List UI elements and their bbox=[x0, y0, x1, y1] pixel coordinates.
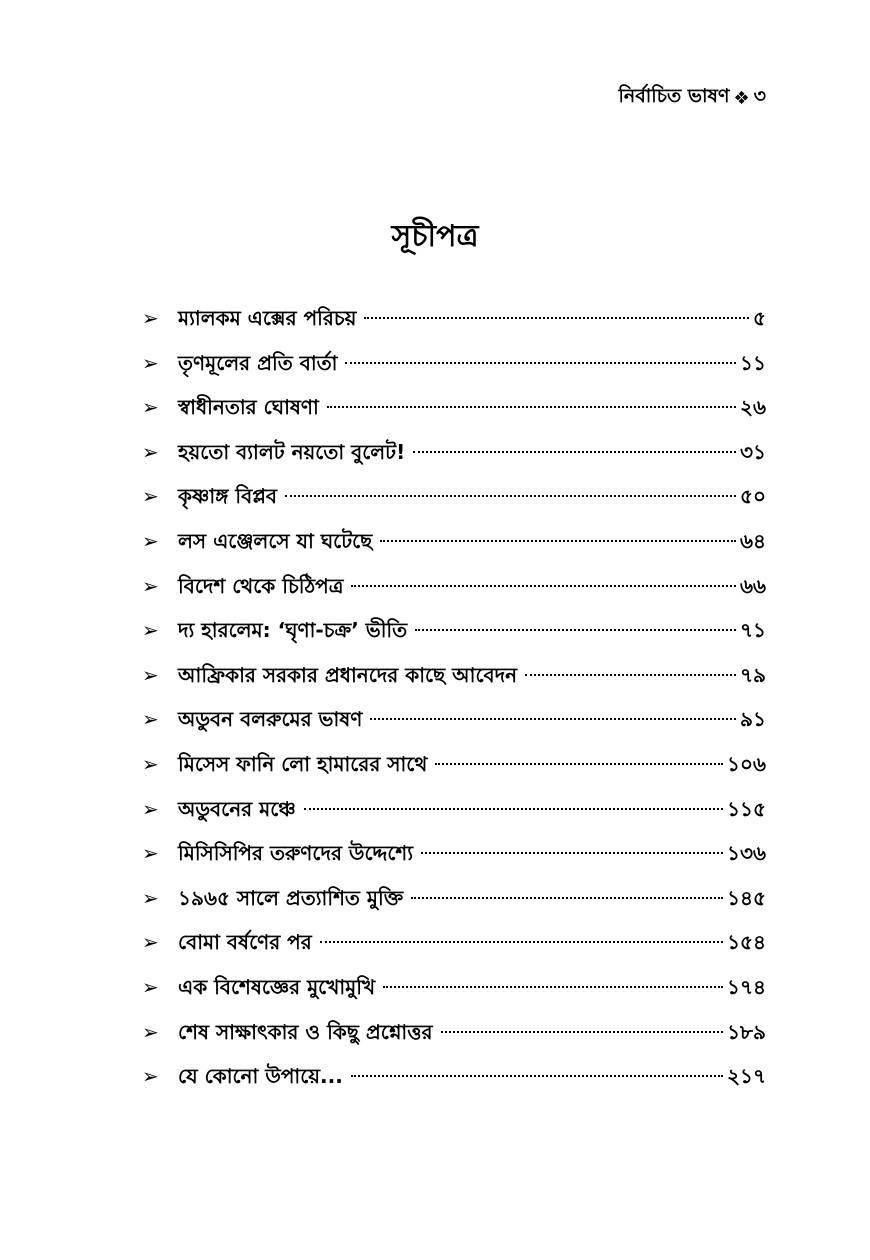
diamond-ornament-icon: ❖ bbox=[733, 87, 750, 109]
toc-entry-title: বিদেশ থেকে চিঠিপত্র bbox=[178, 573, 344, 598]
dot-leader bbox=[525, 674, 736, 676]
toc-entry-page: ১১৫ bbox=[727, 796, 766, 821]
toc-entry-page: ১৭৪ bbox=[727, 974, 766, 999]
arrow-bullet-icon: ➢ bbox=[142, 1019, 159, 1044]
toc-entry-page: ৯১ bbox=[740, 707, 766, 732]
dot-leader bbox=[320, 941, 723, 943]
toc-entry-title: অডুবনের মঞ্চে bbox=[178, 796, 296, 821]
toc-entry-page: ৭৯ bbox=[740, 662, 766, 687]
toc-entry-title: আফ্রিকার সরকার প্রধানদের কাছে আবেদন bbox=[178, 662, 518, 687]
running-header bbox=[618, 82, 766, 114]
toc-entry bbox=[142, 430, 766, 475]
arrow-bullet-icon: ➢ bbox=[142, 796, 159, 821]
toc-entry bbox=[142, 831, 766, 876]
dot-leader bbox=[383, 986, 723, 988]
dot-leader bbox=[411, 897, 723, 899]
toc-entry-page: ৭১ bbox=[740, 618, 766, 643]
toc-entry bbox=[142, 519, 766, 564]
arrow-bullet-icon: ➢ bbox=[142, 974, 159, 999]
dot-leader bbox=[413, 451, 736, 453]
table-of-contents bbox=[142, 296, 766, 1099]
dot-leader bbox=[380, 540, 736, 542]
dot-leader bbox=[441, 1031, 724, 1033]
arrow-bullet-icon: ➢ bbox=[142, 484, 159, 509]
toc-entry-page: ১৪৫ bbox=[727, 885, 766, 910]
toc-entry-page: ১১ bbox=[740, 350, 766, 375]
arrow-bullet-icon: ➢ bbox=[142, 885, 159, 910]
toc-entry-title: দ্য হারলেম: ‘ঘৃণা-চক্র’ ভীতি bbox=[178, 618, 408, 643]
toc-entry-page: ২৬ bbox=[739, 395, 766, 420]
toc-entry-page: ২১৭ bbox=[727, 1064, 766, 1089]
toc-entry bbox=[142, 564, 766, 609]
toc-entry bbox=[142, 965, 766, 1010]
toc-entry-page: ১৫৪ bbox=[727, 930, 766, 955]
toc-entry-page: ৩১ bbox=[740, 439, 766, 464]
arrow-bullet-icon: ➢ bbox=[142, 707, 159, 732]
toc-entry bbox=[142, 1010, 766, 1055]
toc-entry-page: ৬৬ bbox=[739, 573, 766, 598]
page-title: সূচীপত্র bbox=[391, 219, 479, 254]
dot-leader bbox=[421, 852, 723, 854]
toc-entry-title: ম্যালকম এক্সের পরিচয় bbox=[178, 306, 357, 330]
toc-entry-page: ১০৬ bbox=[727, 751, 766, 776]
toc-entry bbox=[142, 787, 766, 832]
toc-entry-title: স্বাধীনতার ঘোষণা bbox=[178, 395, 319, 420]
toc-entry bbox=[142, 697, 766, 742]
toc-entry bbox=[142, 474, 766, 519]
toc-entry bbox=[142, 385, 766, 430]
toc-entry bbox=[142, 341, 766, 386]
dot-leader bbox=[285, 495, 736, 497]
toc-entry-title: তৃণমূলের প্রতি বার্তা bbox=[178, 350, 338, 375]
arrow-bullet-icon: ➢ bbox=[142, 841, 159, 866]
arrow-bullet-icon: ➢ bbox=[142, 306, 159, 330]
toc-entry-title: বোমা বর্ষণের পর bbox=[178, 930, 312, 955]
toc-entry-page: ১৩৬ bbox=[727, 841, 766, 866]
toc-entry-title: এক বিশেষজ্ঞের মুখোমুখি bbox=[178, 974, 376, 999]
dot-leader bbox=[364, 317, 749, 319]
toc-entry bbox=[142, 920, 766, 965]
toc-entry-page: ১৮৯ bbox=[727, 1019, 766, 1044]
toc-entry-title: শেষ সাক্ষাৎকার ও কিছু প্রশ্নোত্তর bbox=[178, 1019, 433, 1044]
dot-leader bbox=[351, 585, 736, 587]
arrow-bullet-icon: ➢ bbox=[142, 439, 159, 464]
toc-entry bbox=[142, 653, 766, 698]
toc-entry-title: মিসিসিপির তরুণদের উদ্দেশ্যে bbox=[178, 841, 413, 866]
dot-leader bbox=[327, 406, 736, 408]
dot-leader bbox=[415, 629, 736, 631]
toc-entry-title: মিসেস ফানি লো হামারের সাথে bbox=[178, 751, 428, 776]
arrow-bullet-icon: ➢ bbox=[142, 1064, 159, 1089]
dot-leader bbox=[345, 362, 736, 364]
toc-entry-page: ৬৪ bbox=[740, 528, 766, 553]
arrow-bullet-icon: ➢ bbox=[142, 350, 159, 375]
running-title: নির্বাচিত ভাষণ bbox=[618, 85, 730, 107]
toc-entry bbox=[142, 876, 766, 921]
arrow-bullet-icon: ➢ bbox=[142, 395, 159, 420]
dot-leader bbox=[435, 763, 723, 765]
toc-entry bbox=[142, 608, 766, 653]
arrow-bullet-icon: ➢ bbox=[142, 751, 159, 776]
arrow-bullet-icon: ➢ bbox=[142, 662, 159, 687]
dot-leader bbox=[304, 808, 723, 810]
arrow-bullet-icon: ➢ bbox=[142, 930, 159, 955]
arrow-bullet-icon: ➢ bbox=[142, 573, 159, 598]
toc-entry-page: ৫ bbox=[753, 306, 766, 330]
toc-entry-page: ৫০ bbox=[740, 484, 766, 509]
dot-leader bbox=[370, 718, 736, 720]
toc-entry-title: কৃষ্ণাঙ্গ বিপ্লব bbox=[178, 484, 278, 509]
toc-entry-title: হয়তো ব্যালট নয়তো বুলেট! bbox=[178, 439, 406, 464]
dot-leader bbox=[351, 1075, 723, 1077]
toc-entry-title: লস এঞ্জেলসে যা ঘটেছে bbox=[178, 528, 373, 553]
page-number: ৩ bbox=[753, 85, 766, 107]
toc-entry-title: যে কোনো উপায়ে... bbox=[178, 1064, 343, 1089]
toc-entry bbox=[142, 1054, 766, 1099]
toc-entry bbox=[142, 296, 766, 341]
toc-entry-title: ১৯৬৫ সালে প্রত্যাশিত মুক্তি bbox=[178, 885, 404, 910]
toc-entry-title: অডুবন বলরুমের ভাষণ bbox=[178, 707, 363, 732]
arrow-bullet-icon: ➢ bbox=[142, 618, 159, 643]
toc-entry bbox=[142, 742, 766, 787]
arrow-bullet-icon: ➢ bbox=[142, 528, 159, 553]
